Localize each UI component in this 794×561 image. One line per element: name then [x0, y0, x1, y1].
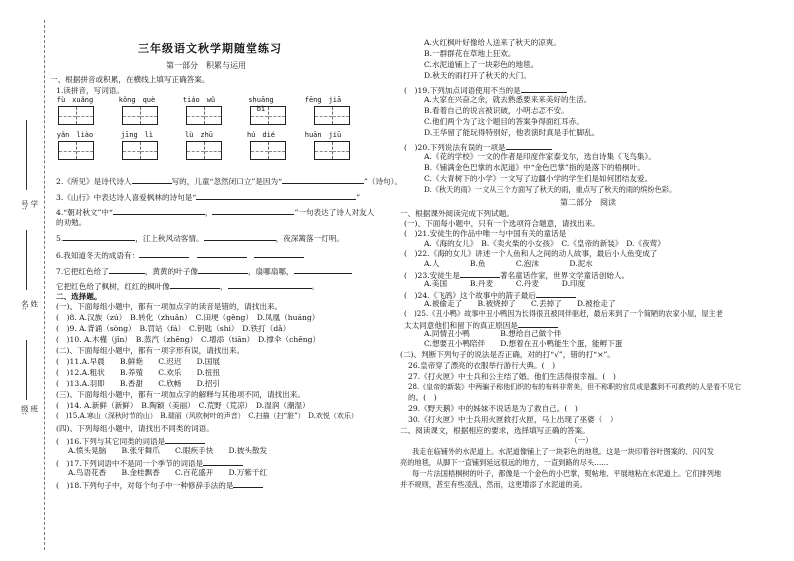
- subsection-2-3: (三)、下面每组小题中，都有一项加点字的解释与其他项不同，请找出来。: [56, 390, 305, 399]
- q18-option-a: A.火红枫叶好像给人送来了秋天的凉爽。: [424, 38, 561, 47]
- passage-line-2: 亮的地毯，从脚下一直铺到延远很远的地方，一直到路的尽头……: [400, 458, 609, 467]
- q5-text-a: 5.: [56, 234, 64, 243]
- class-line: [26, 340, 27, 400]
- writing-box[interactable]: [186, 141, 222, 160]
- answer-blank[interactable]: [518, 319, 558, 328]
- pinyin: lù zhū: [184, 131, 214, 139]
- question-4-cont: 的劝勉。: [56, 218, 87, 227]
- question-9: ( )9. A.背诵（sòng） B.罚站（fá） C.钥匙（shi） D.铁打（dǎ）: [56, 324, 291, 333]
- reading-subsection-2: (二)、判断下列句子的说法是否正确，对的打“√”，错的打“×”。: [400, 350, 615, 359]
- q7-text-d: 它把红色给了枫树，红红的枫叶像: [56, 282, 170, 291]
- question-18: [56, 479, 263, 490]
- q18-option-c: C.水泥道铺上了一块彩色的地毯。: [424, 60, 539, 69]
- q20-option-c: C.《大青树下的小学》一文写了边疆小学的学生们是如何团结友爱。: [424, 174, 653, 183]
- question-12: ( )12.A.粗状 B.养殖 C.欢乐 D.扭扭: [56, 368, 220, 377]
- student-id-line: [26, 120, 27, 190]
- question-28-cont: 的。( ): [408, 393, 437, 402]
- answer-blank[interactable]: [198, 265, 248, 274]
- pinyin: tiáo wǔ: [182, 96, 216, 104]
- class-label: 班级:: [20, 405, 39, 416]
- question-17-options: A.鸟语花香 B.金桂飘香 C.百花盛开 D.万紫千红: [68, 468, 268, 477]
- q2-text-b: 写的，儿童“忽然闭口立”是因为“: [171, 177, 282, 186]
- q2-text-c: ”（诗句）。: [363, 177, 403, 186]
- question-8: ( )8. A.汉族（zú） B.转化（zhuǎn） C.田埂（gěng） D.凤凰（huáng）: [56, 313, 320, 322]
- q22-options: A.人 B.鱼 C.泡沫 D.泥水: [424, 259, 593, 268]
- question-1: 1.读拼音，写词语。: [56, 86, 124, 95]
- pinyin: hú dié: [246, 131, 276, 139]
- passage-line-4: 并不规则，甚至有些凌乱，然而，这更增添了水泥道的美。: [400, 480, 587, 489]
- subsection-2-1: (一)、下面每组小题中，都有一项加点字的读音是错的，请找出来。: [56, 302, 283, 311]
- q4-text-c: ”一句表达了诗人对友人: [294, 208, 375, 217]
- answer-blank[interactable]: [63, 232, 135, 241]
- q25-options-cd: C.想要丑小鸭陪伴 D.想着在丑小鸭能生个蛋，能孵下蛋: [424, 339, 623, 348]
- q19-option-b: B.看着自己的说言被识破，小明忐忑不安。: [424, 106, 569, 115]
- question-5: [56, 232, 344, 243]
- subsection-2-2: (二)、下面每组小题中，都有一项字形有误，请找出来。: [56, 346, 245, 355]
- q19-option-d: D.王华留了能玩得特别好，他表演时真是手忙脚乱。: [424, 128, 600, 137]
- q18-option-d: D.秋天的雨打开了秋天的大门。: [424, 71, 531, 80]
- reading-subsection-3: 二、阅读课文，根据相应的要求，选择填写正确的答案。: [400, 426, 590, 435]
- q20-option-b: B.《铺满金色巴掌的水泥道》中“金色巴掌”指的是落下的梧桐叶。: [424, 163, 645, 172]
- answer-blank[interactable]: [139, 249, 189, 258]
- writing-grid-row-1: [58, 106, 350, 125]
- question-20: [404, 141, 552, 152]
- q20-option-a: A.《花的学校》一文的作者是印度作家泰戈尔，选自诗集《飞鸟集》。: [424, 152, 656, 161]
- question-2: [56, 175, 402, 186]
- question-25: ( )25.《丑小鸭》故事中丑小鸭因为长得很丑被同伴驱赶，最后来到了一个简陋的农家小屋，屋主老: [404, 309, 723, 318]
- q7-text-e: ，: [219, 282, 228, 291]
- q5-text-c: ，夜深篱落一灯明。: [275, 234, 344, 243]
- writing-box[interactable]: [58, 141, 94, 160]
- answer-blank[interactable]: [233, 479, 263, 488]
- q20-text: ( )20.下列说法有误的一项是: [404, 143, 506, 152]
- question-7-cont: [56, 280, 319, 291]
- writing-box[interactable]: [250, 141, 286, 160]
- q18-text: ( )18.下列句子中，对每个句子中一种修辞手法的是: [56, 481, 234, 490]
- pinyin: kǒng què: [118, 96, 156, 104]
- writing-box[interactable]: [186, 106, 222, 125]
- q7-text-a: 7.它把红色给了: [56, 267, 109, 276]
- part-two-heading: 第二部分 阅读: [560, 198, 616, 207]
- question-16-options: A.愤头晃脑 B.张牙舞爪 C.眼疾手快 D.披头散发: [68, 446, 268, 455]
- q5-text-b: ，江上秋风动客情。: [135, 234, 204, 243]
- passage-line-1: 我走在临铺外的水泥道上。水泥道像铺上了一块彩色的地毯。这是一块印着谷叶图案的、闪闪发: [412, 447, 714, 456]
- q23-text: ( )23.安徒生是: [404, 271, 460, 280]
- passage-line-3: 每一片法国梧桐树的叶子，都像是一个金色的小巴掌，熨帖地、平展地粘在水泥道上。它们排列地: [412, 469, 722, 478]
- q19-option-a: A.大家在兴奋之余，就去熟悉要来来美好的生活。: [424, 95, 592, 104]
- answer-blank[interactable]: [506, 141, 552, 150]
- question-29: 29.《野天鹅》中的姊妹不说话是为了救自己。( ): [408, 404, 578, 413]
- question-11: ( )11.A.早晨 B.鲜艳 C.迟迟 D.国展: [56, 357, 220, 366]
- answer-blank[interactable]: [460, 269, 500, 278]
- pinyin: yǎn liào: [56, 131, 94, 139]
- pinyin: fù xuǎng: [56, 96, 94, 104]
- question-13: ( )13.A.羽即 B.香甜 C.欣畅 D.招引: [56, 379, 220, 388]
- answer-blank[interactable]: [294, 265, 352, 274]
- q18-option-b: B.一群群花在草地上狂欢。: [424, 49, 516, 58]
- q19-option-c: C.他们两个为了这个题目的答案争得面红耳赤。: [424, 117, 584, 126]
- student-id-label: 学号:: [20, 200, 39, 211]
- reading-subsection-1: (一)、下面每小题中，只有一个选项符合题意，请找出来。: [404, 219, 600, 228]
- answer-blank[interactable]: [228, 280, 312, 289]
- q23-text-b: 著名童话作家，世界文学童话创始人。: [499, 271, 630, 280]
- q3-text-a: 3.《山行》中表达诗人喜爱枫林的诗句是“: [56, 193, 197, 202]
- question-17: [56, 457, 243, 468]
- passage-label: （一）: [570, 436, 593, 445]
- question-26: 26.皇帝穿了漂亮的衣服举行游行大典。( ): [408, 361, 556, 370]
- question-22: ( )22.《海的女儿》讲述一个人鱼和人之间的动人故事，最后小人鱼变成了: [404, 249, 658, 258]
- pinyin-row-2: [56, 131, 342, 140]
- reading-section-heading: 一、根据课外阅读完成下列试题。: [400, 209, 514, 218]
- q24-text: ( )24.《飞鸽》这个故事中的箭子最后: [404, 291, 536, 300]
- writing-box[interactable]: [122, 106, 158, 125]
- question-6: [56, 249, 304, 260]
- question-7: [56, 265, 352, 276]
- q7-text-b: ，黄黄的叶子像: [144, 267, 198, 276]
- writing-box[interactable]: [314, 141, 350, 160]
- pinyin: shuāng bì: [248, 96, 281, 113]
- q6-text: 6.我知道冬天的成语有：: [56, 251, 140, 260]
- subsection-2-4: (四)、下列每组小题中，请找出不同类的词语。: [56, 424, 214, 433]
- answer-blank[interactable]: [521, 84, 567, 93]
- question-21: ( )21.安徒生的作品中唯一与中国有关的童话是: [404, 229, 567, 238]
- answer-blank[interactable]: [536, 289, 576, 298]
- question-3: [56, 191, 360, 202]
- question-10: ( )10. A.木槿（jǐn） B.蒸汽（zhēng） C.增添（tiān） D.撑伞（chēng）: [56, 335, 321, 344]
- answer-blank[interactable]: [212, 206, 294, 215]
- writing-box[interactable]: [250, 106, 286, 125]
- part-one-heading: 第一部分 积累与运用: [166, 61, 246, 70]
- question-16: [56, 435, 205, 446]
- pinyin: fēng jiā: [304, 96, 342, 104]
- q17-text: ( )17.下列词语中不是同一个季节的词语是: [56, 459, 204, 468]
- section-one-heading: 一、根据拼音或积累，在横线上填写正确答案。: [50, 75, 210, 84]
- answer-blank[interactable]: [170, 280, 220, 289]
- answer-blank[interactable]: [203, 457, 243, 466]
- writing-box[interactable]: [58, 106, 94, 125]
- cut-line: [44, 20, 45, 550]
- answer-blank[interactable]: [165, 435, 205, 444]
- q25-text-b: 太太同意他们和留下的真正原因是: [404, 321, 518, 330]
- q7-text-f: 。: [311, 282, 320, 291]
- answer-blank[interactable]: [113, 206, 205, 215]
- pinyin: jīng lì: [120, 131, 154, 139]
- q23-options: A.美国 B.丹麦 C.丹麦 D.印度: [424, 279, 586, 288]
- q20-option-d: D.《秋天的雨》一文从三个方面写了秋天的雨，重点写了秋天的雨的缤纷色彩。: [424, 185, 677, 194]
- name-label: 姓名:: [20, 300, 39, 311]
- name-line: [26, 230, 27, 290]
- answer-blank[interactable]: [132, 175, 172, 184]
- q7-text-c: ，扇哪扇哪，: [247, 267, 294, 276]
- question-19: [404, 84, 567, 95]
- writing-box[interactable]: [122, 141, 158, 160]
- q24-options: A.被偷走了 B.被烧掉了 C.丢掉了 D.被抢走了: [424, 299, 616, 308]
- q4-text-b: ，: [204, 208, 213, 217]
- question-30: 30.《打火匣》中士兵用火匣救打火匣，马上出现了巫婆（ ）: [408, 415, 618, 424]
- answer-blank[interactable]: [109, 265, 145, 274]
- q16-text: ( )16.下列与其它同类的词语是: [56, 437, 166, 446]
- question-14: ( )14. A.新鲜（新鲜） B.陶颖（美丽） C.荒野（荒凉） D.湿润（潮湿）: [56, 401, 310, 410]
- pinyin: huān jiū: [304, 131, 342, 139]
- answer-blank[interactable]: [254, 249, 304, 258]
- question-4: [56, 206, 374, 217]
- writing-box[interactable]: [314, 106, 350, 125]
- question-28: 28.《皇帝的新装》中两骗子称他们织的布的布料非常美，但不称职的官员或是蠢到不可救药的人是看不见它: [408, 383, 742, 391]
- section-two-heading: 二、选择题。: [56, 292, 102, 301]
- answer-blank[interactable]: [197, 249, 247, 258]
- q21-options: A.《海的女儿》 B.《卖火柴的小女孩》 C.《皇帝的新装》 D.《夜莺》: [424, 239, 665, 248]
- q25-options-ab: A.同情丑小鸭 B.想给自己做个伴: [424, 329, 562, 338]
- question-15: ( )15.A.寒山（深秋时节的山） B.瑞丽（风吹树叶的声音） C.扫描（扫“脏”） D.欢悦（欢乐）: [56, 412, 358, 420]
- q3-text-b: ”: [356, 193, 361, 202]
- exam-title: 三年级语文秋学期随堂练习: [138, 42, 282, 55]
- q19-text: ( )19.下列加点词语使用不当的是: [404, 86, 521, 95]
- answer-blank[interactable]: [204, 232, 276, 241]
- question-27: 27.《打火匣》中士兵和公主结了婚。他们生活得很幸福。( ): [408, 372, 616, 381]
- writing-grid-row-2: [58, 141, 350, 160]
- q4-text-a: 4.“朝对秋文”中“: [56, 208, 113, 217]
- answer-blank[interactable]: [196, 191, 356, 200]
- q2-text-a: 2.《所见》是诗代诗人: [56, 177, 132, 186]
- answer-blank[interactable]: [282, 175, 364, 184]
